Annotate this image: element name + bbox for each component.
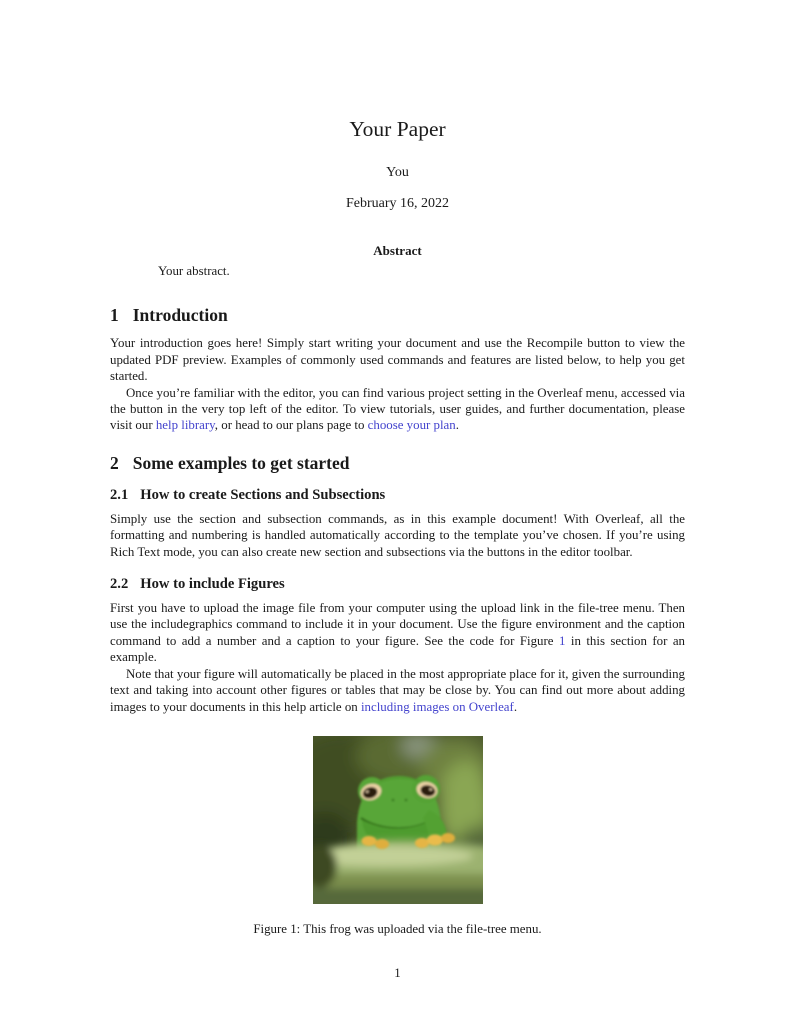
section-2-heading [110, 453, 685, 474]
subsection-2-1-title: How to create Sections and Subsections [140, 486, 386, 503]
figure-1-reference-link[interactable]: 1 [558, 633, 566, 648]
including-images-link[interactable]: including images on Overleaf [360, 699, 514, 714]
paper-date: February 16, 2022 [345, 196, 450, 211]
subsection-2-2-title: How to include Figures [140, 576, 285, 593]
content-column [110, 116, 685, 981]
frog-image [313, 736, 483, 904]
intro-paragraph-1: Your introduction goes here! Simply start writing your document and use the Recompile button to view the updated PDF preview. Examples of commonly used commands and features are listed below, to help you get started. [110, 336, 685, 384]
section-2-number: 2 [110, 452, 119, 473]
abstract-heading: Abstract [373, 243, 422, 258]
figures-p2-text-2: . [513, 699, 518, 714]
paper-author: You [386, 165, 409, 180]
section-1-number: 1 [110, 305, 119, 326]
subsection-2-2-heading [110, 575, 685, 593]
abstract-body: Your abstract. [158, 264, 230, 278]
page-number: 1 [394, 966, 401, 981]
choose-your-plan-link[interactable]: choose your plan [367, 418, 456, 433]
subsection-2-1-heading [110, 486, 685, 504]
intro-p2-text-2: , or head to our plans page to [214, 418, 368, 433]
help-library-link[interactable]: help library [155, 418, 215, 433]
intro-p2-text-3: . [455, 418, 459, 433]
figures-paragraph-1 [110, 600, 685, 666]
figures-paragraph-2 [110, 666, 685, 715]
figures-p2-text-1: Note that your figure will automatically be placed in the most appropriate place for it, given the surrounding text and taking into account other figures or tables that may be close by. You can find out more about adding images to your documents in this help article on [110, 666, 685, 714]
subsection-2-1-number: 2.1 [110, 486, 129, 503]
figure-1-caption: Figure 1: This frog was uploaded via the file-tree menu. [253, 921, 542, 936]
subsection-2-1-paragraph: Simply use the section and subsection commands, as in this example document! With Overleaf, all the formatting and numbering is handled automatically according to the template you’ve chosen. If you’re using Rich Text mode, you can also create new section and subsections via the buttons in the editor toolbar. [110, 511, 685, 559]
section-1-heading [110, 305, 685, 326]
figure-1-block [110, 736, 685, 937]
intro-p2-text-1: Once you’re familiar with the editor, you can find various project setting in the Overleaf menu, accessed via the button in the very top left of the editor. To view tutorials, user guides, and further documentation, please visit our [110, 385, 685, 433]
section-1-title: Introduction [132, 305, 228, 326]
section-2-title: Some examples to get started [132, 452, 350, 473]
figures-p1-text-1: First you have to upload the image file from your computer using the upload link in the file-tree menu. Then use the includegraphics command to include it in your document. Use the figure environment and the caption command to add a number and a caption to your figure. See the code for Figure [110, 601, 685, 648]
intro-paragraph-2 [110, 385, 685, 434]
figures-p1-text-2: in this section for an example. [110, 633, 685, 665]
subsection-2-2-number: 2.2 [110, 576, 129, 593]
paper-title: Your Paper [349, 117, 446, 141]
